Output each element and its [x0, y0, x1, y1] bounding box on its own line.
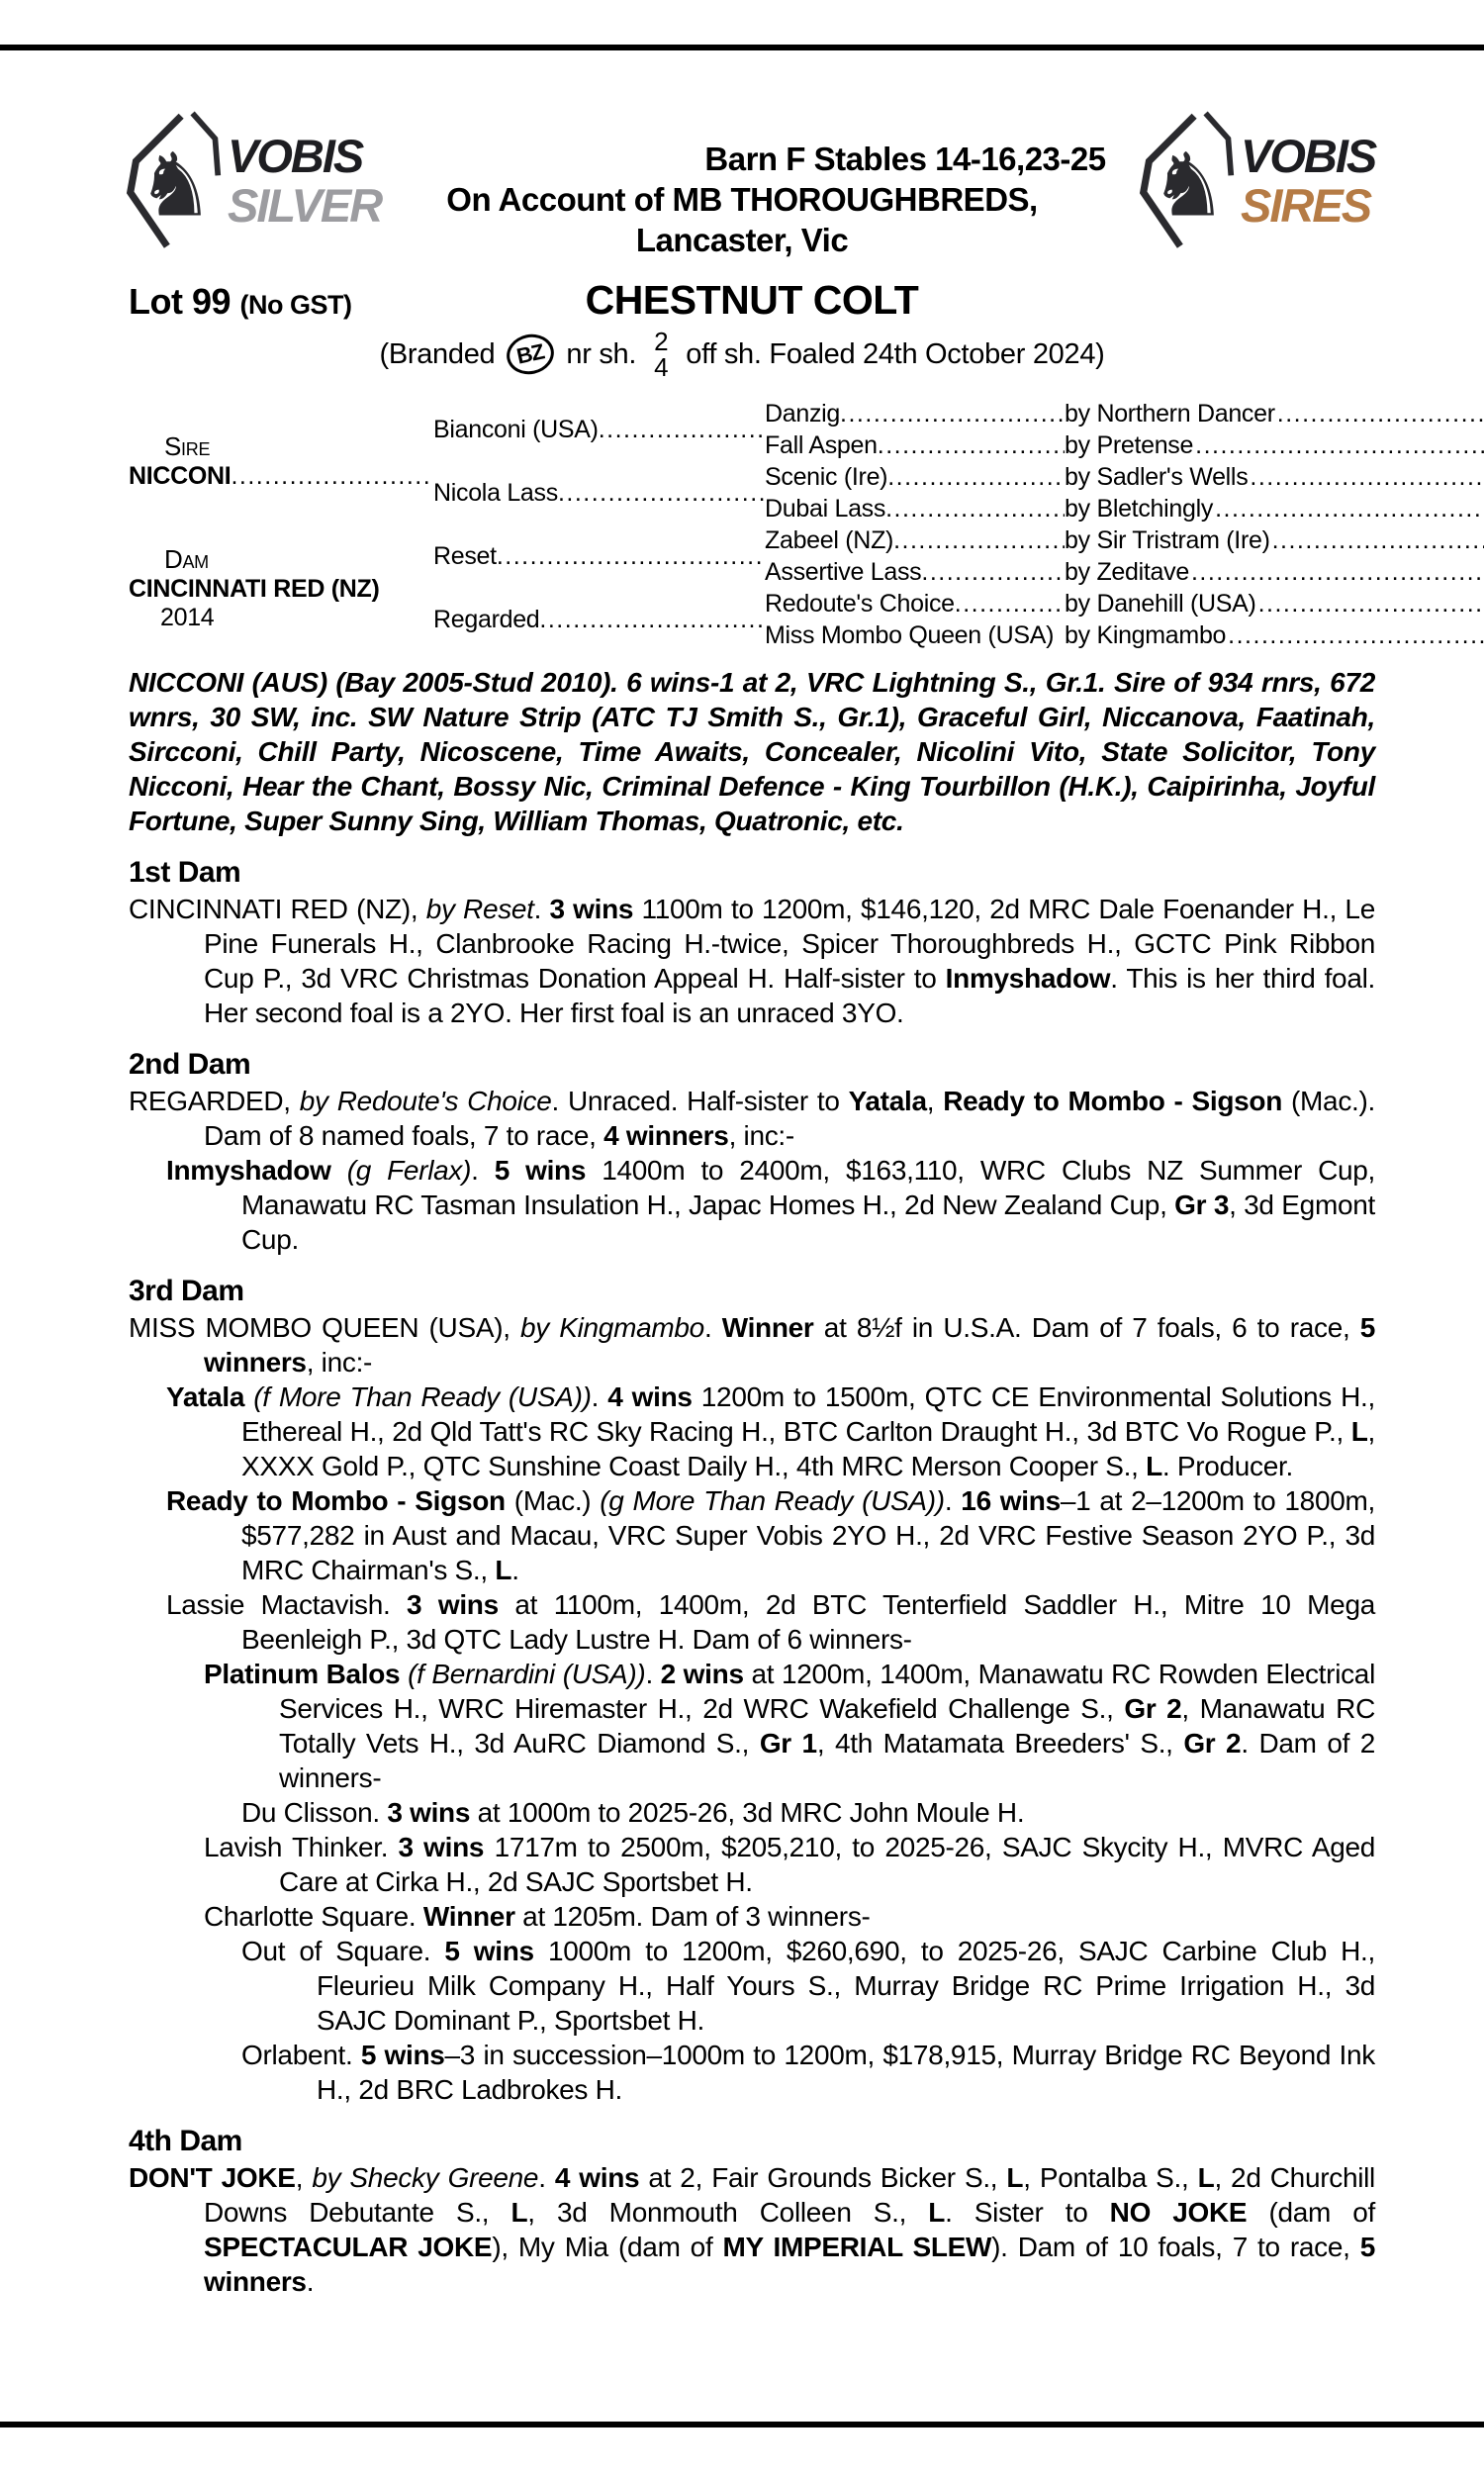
gen3-by: by Sir Tristram (Ire) [1065, 525, 1270, 554]
dot-leader [878, 431, 1065, 460]
foal-entry: Ready to Mombo - Sigson (Mac.) (g More Than Ready (USA)). 16 wins–1 at 2–1200m to 1800m, $577,282 in Aust and Macau, VRC Super Vobis 2YO H., 2d VRC Festive Season 2YO P., 3d MRC Chairman's S., L. [166, 1485, 1375, 1585]
brand-near-shoulder: nr sh. [566, 337, 637, 370]
gen3-sire-cell [1065, 461, 1484, 493]
gen3-cell [765, 461, 1065, 493]
foal-entry: Inmyshadow (g Ferlax). 5 wins 1400m to 2400m, $163,110, WRC Clubs NZ Summer Cup, Manawatu RC Tasman Insulation H., Japac Homes H., 2d New Zealand Cup, Gr 3, 3d Egmont Cup. [166, 1155, 1376, 1255]
brand-number-bottom: 4 [654, 352, 669, 382]
gen2-name: Reset [433, 541, 497, 570]
brand-number [654, 329, 668, 380]
gen3-sire-cell [1065, 429, 1484, 461]
brand-number-top: 2 [654, 327, 669, 356]
sire-name: NICCONI [129, 462, 232, 490]
gen3-name: Fall Aspen [765, 430, 878, 459]
gen2-name: Regarded [433, 605, 540, 633]
dam-label: Dam [164, 543, 209, 574]
foal-entry: Charlotte Square. Winner at 1205m. Dam of 3 winners- [204, 1901, 871, 1932]
pedigree-text [129, 665, 1375, 2299]
gen3-cell [765, 429, 1065, 461]
gen2-cell [433, 461, 765, 524]
gen3-by: by Northern Dancer [1065, 399, 1275, 428]
logo-word-bottom: SILVER [228, 179, 382, 232]
barn-line: Barn F Stables 14-16,23-25 [704, 141, 1106, 177]
logo-word-top: VOBIS [1241, 130, 1376, 182]
gen3-sire-cell [1065, 588, 1484, 619]
dot-leader [840, 400, 1065, 428]
gen3-cell [765, 398, 1065, 429]
gen3-sire-cell [1065, 619, 1484, 651]
dot-leader [599, 416, 765, 444]
section-heading-1st-dam: 1st Dam [129, 856, 241, 889]
gen2-name: Bianconi (USA) [433, 415, 599, 443]
lot-title-row [129, 275, 1375, 325]
foal-entry: Yatala (f More Than Ready (USA)). 4 wins 1200m to 1500m, QTC CE Environmental Solutions H., Ethereal H., 2d Qld Tatt's RC Sky Racing H., BTC Carlton Draught H., 3d BTC Vo Rogue P., L, XXXX Gold P., QTC Sunshine Coast Daily H., 4th MRC Merson Cooper S., L. Producer. [166, 1381, 1375, 1481]
gen3-by: by Sadler's Wells [1065, 462, 1249, 491]
brand-line [0, 329, 1484, 380]
gen3-cell [765, 556, 1065, 588]
dot-leader [1191, 558, 1484, 587]
gen3-sire-cell [1065, 398, 1484, 429]
gen3-name: Miss Mombo Queen (USA) [765, 620, 1055, 649]
lot-number-text: Lot 99 [129, 281, 232, 322]
dam-name: CINCINNATI RED (NZ) [129, 574, 380, 603]
sire-label: Sire [164, 431, 211, 461]
brand-prefix: (Branded [379, 337, 496, 370]
gen3-cell [765, 493, 1065, 524]
consignor-header [0, 139, 1484, 260]
gen3-cell [765, 524, 1065, 556]
lot-number [129, 281, 352, 323]
sire-cell [129, 398, 433, 524]
foal-entry: Du Clisson. 3 wins at 1000m to 2025-26, 3d MRC John Moule H. [241, 1797, 1025, 1828]
pedigree-table [129, 398, 1373, 651]
dot-leader [1277, 400, 1484, 428]
gen3-name: Redoute's Choice [765, 589, 955, 618]
top-rule [0, 45, 1484, 50]
sire-summary-paragraph: NICCONI (AUS) (Bay 2005-Stud 2010). 6 wins-1 at 2, VRC Lightning S., Gr.1. Sire of 934 rnrs, 672 wnrs, 30 SW, inc. SW Nature Strip (ATC TJ Smith S., Gr.1), Graceful Girl, Niccanova, Faatinah, Sircconi, Chill Party, Nicoscene, Time Awaits, Concealer, Nicolini Vito, State Solicitor, Tony Nicconi, Hear the Chant, Bossy Nic, Criminal Defence - King Tourbillon (H.K.), Caipirinha, Joyful Fortune, Super Sunny Sing, William Thomas, Quatronic, etc. [129, 667, 1375, 836]
gen3-by: by Bletchingly [1065, 494, 1214, 523]
foal-entry: Lavish Thinker. 3 wins 1717m to 2500m, $205,210, to 2025-26, SAJC Skycity H., MVRC Aged Care at Cirka H., 2d SAJC Sportsbet H. [204, 1832, 1376, 1897]
dam-year: 2014 [160, 603, 215, 631]
gen2-name: Nicola Lass [433, 478, 558, 507]
dam-entry: DON'T JOKE, by Shecky Greene. 4 wins at 2, Fair Grounds Bicker S., L, Pontalba S., L, 2d Churchill Downs Debutante S., L, 3d Monmouth Colleen S., L. Sister to NO JOKE (dam of SPECTACULAR JOKE), My Mia (dam of MY IMPERIAL SLEW). Dam of 10 foals, 7 to race, 5 winners. [129, 2162, 1375, 2297]
dot-leader [955, 590, 1065, 618]
gen3-sire-cell [1065, 493, 1484, 524]
gen3-name: Dubai Lass [765, 494, 886, 523]
dot-leader [1215, 495, 1484, 523]
dot-leader [893, 526, 1065, 555]
dot-leader [885, 495, 1065, 523]
gen3-by: by Kingmambo [1065, 620, 1227, 649]
gen2-cell [433, 398, 765, 461]
gst-label: (No GST) [239, 290, 352, 320]
dot-leader [1228, 621, 1484, 650]
gen3-by: by Danehill (USA) [1065, 589, 1256, 618]
gen3-by: by Zeditave [1065, 557, 1189, 586]
dot-leader [1195, 431, 1484, 460]
gen3-cell [765, 588, 1065, 619]
dot-leader [539, 606, 765, 634]
dam-entry: MISS MOMBO QUEEN (USA), by Kingmambo. Winner at 8½f in U.S.A. Dam of 7 foals, 6 to race, 5 winners, inc:- [129, 1312, 1375, 1378]
dot-leader [1258, 590, 1484, 618]
dam-entry: REGARDED, by Redoute's Choice. Unraced. Half-sister to Yatala, Ready to Mombo - Sigson (Mac.). Dam of 8 named foals, 7 to race, 4 winners, inc:- [129, 1086, 1376, 1151]
dot-leader [921, 558, 1065, 587]
account-line: On Account of MB THOROUGHBREDS, [446, 181, 1038, 218]
bottom-rule [0, 2422, 1484, 2427]
dot-leader [1272, 526, 1484, 555]
foal-entry: Platinum Balos (f Bernardini (USA)). 2 wins at 1200m, 1400m, Manawatu RC Rowden Electrical Services H., WRC Hiremaster H., 2d WRC Wakefield Challenge S., Gr 2, Manawatu RC Totally Vets H., 3d AuRC Diamond S., Gr 1, 4th Matamata Breeders' S., Gr 2. Dam of 2 winners- [204, 1659, 1376, 1793]
foal-entry: Orlabent. 5 wins–3 in succession–1000m to 1200m, $178,915, Murray Bridge RC Beyond Ink H., 2d BRC Ladbrokes H. [241, 2040, 1375, 2105]
svg-text:♞: ♞ [136, 136, 216, 235]
gen2-cell [433, 524, 765, 588]
dot-leader [558, 479, 765, 508]
section-heading-3rd-dam: 3rd Dam [129, 1275, 244, 1307]
page-title: CHESTNUT COLT [585, 277, 919, 323]
dot-leader [497, 542, 765, 571]
location-line: Lancaster, Vic [635, 222, 849, 258]
gen3-name: Assertive Lass [765, 557, 922, 586]
dot-leader [887, 463, 1065, 492]
section-heading-4th-dam: 4th Dam [129, 2125, 242, 2157]
svg-text:♞: ♞ [1149, 136, 1229, 235]
logo-word-top: VOBIS [228, 130, 363, 182]
dot-leader [1250, 463, 1484, 492]
foal-entry: Out of Square. 5 wins 1000m to 1200m, $260,690, to 2025-26, SAJC Carbine Club H., Fleurieu Milk Company H., Half Yours S., Murray Bridge RC Prime Irrigation H., 3d SAJC Dominant P., Sportsbet H. [241, 1936, 1375, 2036]
dot-leader [231, 462, 433, 491]
gen3-sire-cell [1065, 556, 1484, 588]
brand-mark-icon: BZ [504, 330, 558, 378]
gen3-name: Danzig [765, 399, 841, 428]
dam-entry: CINCINNATI RED (NZ), by Reset. 3 wins 1100m to 1200m, $146,120, 2d MRC Dale Foenander H., Le Pine Funerals H., Clanbrooke Racing H.-twice, Spicer Thoroughbreds H., GCTC Pink Ribbon Cup P., 3d VRC Christmas Donation Appeal H. Half-sister to Inmyshadow. This is her third foal. Her second foal is a 2YO. Her first foal is an unraced 3YO. [129, 894, 1375, 1028]
gen3-by: by Pretense [1065, 430, 1194, 459]
section-heading-2nd-dam: 2nd Dam [129, 1048, 251, 1081]
logo-word-bottom: SIRES [1241, 179, 1371, 232]
gen3-name: Scenic (Ire) [765, 462, 888, 491]
gen3-sire-cell [1065, 524, 1484, 556]
brand-suffix: off sh. Foaled 24th October 2024) [686, 337, 1105, 370]
gen2-cell [433, 588, 765, 651]
foal-entry: Lassie Mactavish. 3 wins at 1100m, 1400m, 2d BTC Tenterfield Saddler H., Mitre 10 Mega Beenleigh P., 3d QTC Lady Lustre H. Dam of 6 winners- [166, 1589, 1375, 1655]
gen3-cell [765, 619, 1065, 651]
dam-cell [129, 524, 433, 651]
gen3-name: Zabeel (NZ) [765, 525, 894, 554]
